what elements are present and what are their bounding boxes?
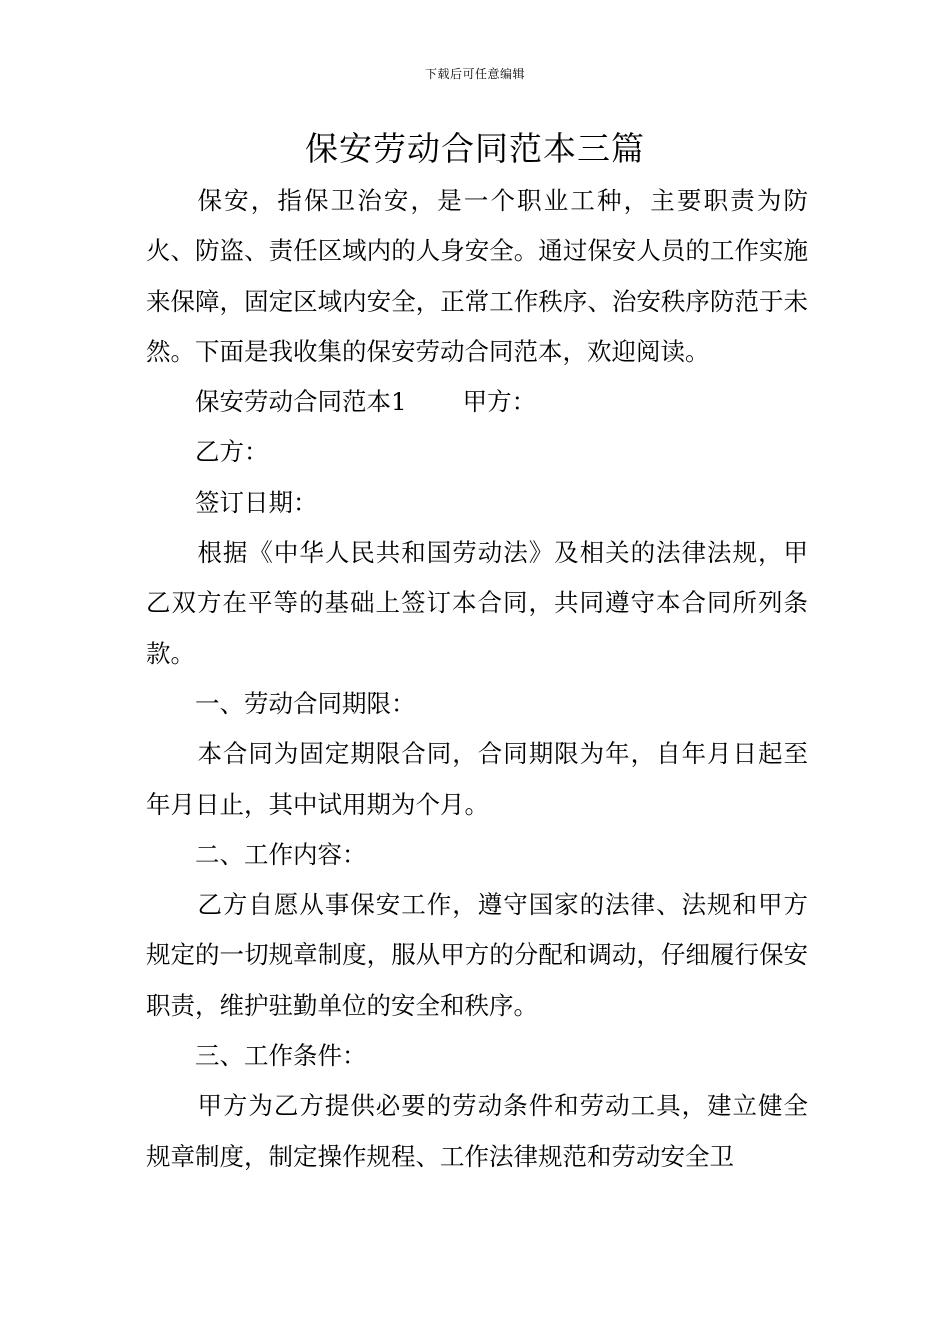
section-2-heading: 二、工作内容： — [195, 839, 367, 869]
section-1-body: 本合同为固定期限合同，合同期限为年，自年月日起至年月日止，其中试用期为个月。 — [146, 739, 808, 819]
section-3-body: 甲方为乙方提供必要的劳动条件和劳动工具，建立健全规章制度，制定操作规程、工作法律规范和劳动安全卫 — [146, 1091, 808, 1171]
section-1-heading: 一、劳动合同期限： — [195, 688, 416, 718]
contract-sample-title: 保安劳动合同范本1 — [195, 387, 407, 417]
section-2-body: 乙方自愿从事保安工作，遵守国家的法律、法规和甲方规定的一切规章制度，服从甲方的分配和调动，仔细履行保安职责，维护驻勤单位的安全和秩序。 — [146, 890, 808, 1020]
document-title: 保安劳动合同范本三篇 — [305, 129, 645, 168]
party-a-label: 甲方： — [462, 387, 537, 417]
intro-paragraph: 保安，指保卫治安，是一个职业工种，主要职责为防火、防盗、责任区域内的人身安全。通过保安人员的工作实施来保障，固定区域内安全，正常工作秩序、治安秩序防范于未然。下面是我收集的保安劳动合同范本，欢迎阅读。 — [146, 186, 808, 366]
header-note: 下载后可任意编辑 — [424, 67, 525, 81]
party-b-label: 乙方： — [195, 437, 269, 467]
legal-basis-paragraph: 根据《中华人民共和国劳动法》及相关的法律法规，甲乙双方在平等的基础上签订本合同，共同遵守本合同所列条款。 — [146, 538, 808, 668]
signing-date-label: 签订日期： — [195, 487, 318, 517]
section-3-heading: 三、工作条件： — [195, 1041, 367, 1071]
contract-heading-line — [146, 377, 808, 427]
document-body — [146, 176, 808, 1182]
